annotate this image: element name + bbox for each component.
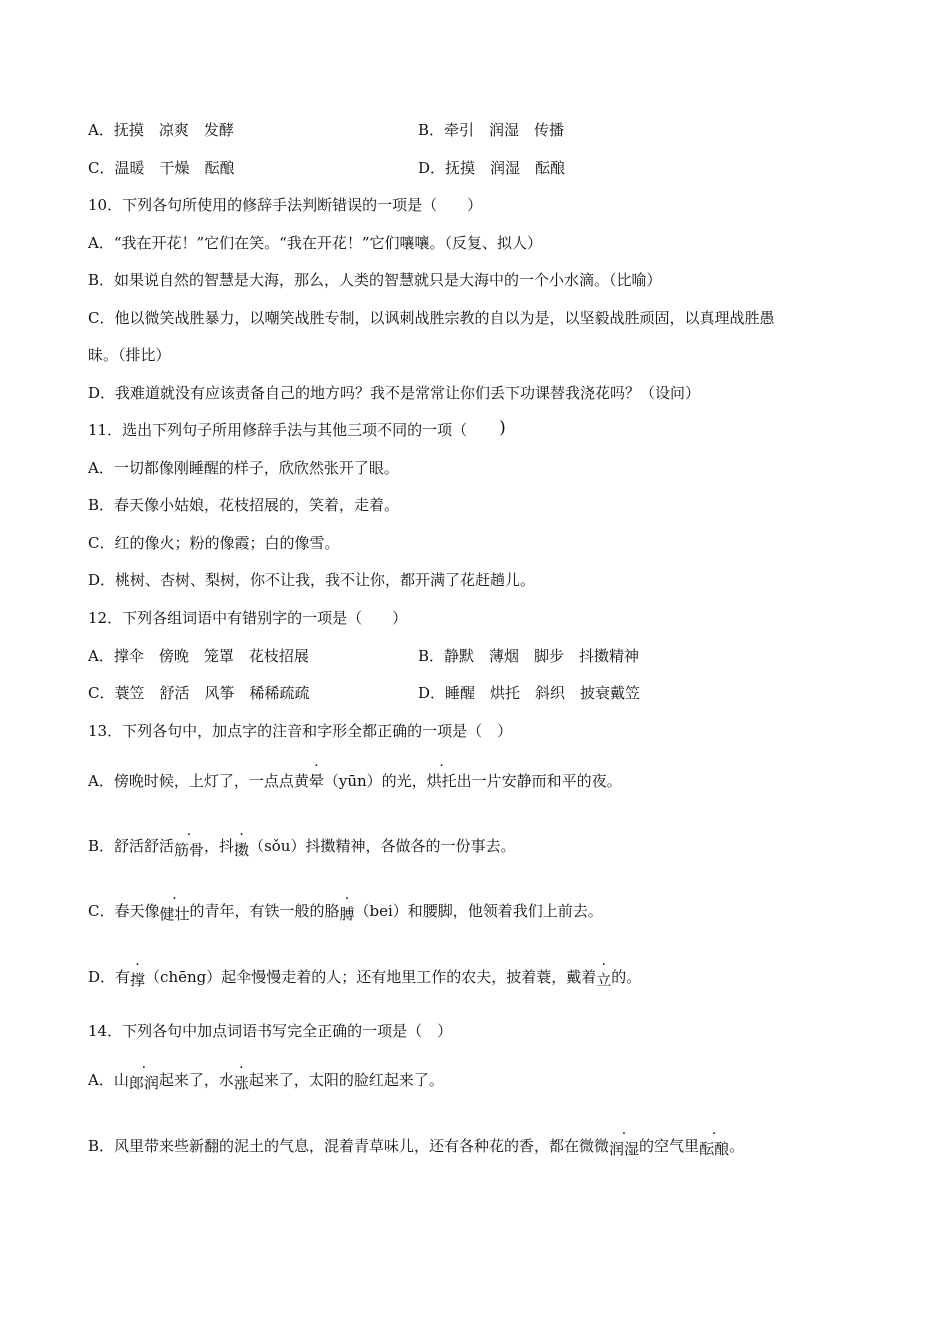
q14-a-text-3: 起来了，太阳的脸红起来了。 xyxy=(248,1071,444,1089)
q14-b-dotted-1: 润湿 xyxy=(609,1140,640,1158)
q13-a-dotted-2: 烘托 xyxy=(426,772,457,790)
q13-a-text-2: （yūn）的光， xyxy=(323,772,427,790)
q12-option-d: D．睡醒 烘托 斜织 披衰戴笠 xyxy=(418,684,641,702)
q11-stem-text: 11．选出下列句子所用修辞手法与其他三项不同的一项（ xyxy=(88,421,498,439)
q13-d-dotted-2: 立 xyxy=(596,971,612,989)
q13-c-text-2: 的青年，有铁一般的胳 xyxy=(189,902,340,920)
q14-option-b xyxy=(88,1136,744,1156)
q14-b-text-1: B．风里带来些新翻的泥土的气息，混着青草味儿，还有各种花的香，都在微微 xyxy=(88,1137,610,1155)
q13-option-a xyxy=(88,771,622,791)
q10-option-a: A．“我在开花！”它们在笑。“我在开花！”它们嚷嚷。（反复、拟人） xyxy=(88,234,543,252)
q13-d-dotted-1: 撑 xyxy=(130,971,146,989)
q13-b-text-1: B．舒活舒活 xyxy=(88,837,175,855)
q13-d-text-3: 的。 xyxy=(611,968,642,986)
q11-option-c: C．红的像火；粉的像霞；白的像雪。 xyxy=(88,534,340,552)
q11-option-a: A．一切都像刚睡醒的样子，欣欣然张开了眼。 xyxy=(88,459,399,477)
q10-stem: 10．下列各句所使用的修辞手法判断错误的一项是（ ） xyxy=(88,196,483,214)
q13-c-dotted-2: 膊 xyxy=(339,905,355,923)
q10-option-b: B．如果说自然的智慧是大海，那么，人类的智慧就只是大海中的一个小水滴。（比喻） xyxy=(88,271,662,289)
q11-stem-close: ) xyxy=(499,418,506,438)
q14-a-text-1: A．山 xyxy=(88,1071,129,1089)
q13-option-c xyxy=(88,901,603,921)
q9-option-b: B．牵引 润湿 传播 xyxy=(418,121,565,139)
q13-option-d xyxy=(88,967,641,987)
q13-b-dotted-1: 筋骨 xyxy=(174,841,205,859)
q13-option-b xyxy=(88,836,516,859)
q13-b-text-3: （sǒu）抖擞精神，各做各的一份事去。 xyxy=(249,837,516,855)
q13-c-text-3: （bei）和腰脚，他领着我们上前去。 xyxy=(354,902,603,920)
q12-option-b: B．静默 薄烟 脚步 抖擞精神 xyxy=(418,647,640,665)
q9-option-a: A．抚摸 凉爽 发酵 xyxy=(88,121,234,139)
q11-option-b: B．春天像小姑娘，花枝招展的，笑着，走着。 xyxy=(88,496,400,514)
q9-option-c: C．温暖 干燥 酝酿 xyxy=(88,159,235,177)
q13-c-dotted-1: 健壮 xyxy=(159,905,190,923)
q14-a-dotted-1: 郎润 xyxy=(128,1074,159,1092)
q14-a-dotted-2: 涨 xyxy=(233,1074,249,1092)
q14-a-text-2: 起来了，水 xyxy=(158,1071,234,1089)
q12-stem: 12．下列各组词语中有错别字的一项是（ ） xyxy=(88,609,408,627)
q10-option-d: D．我难道就没有应该责备自己的地方吗？我不是常常让你们丢下功课替我浇花吗？（设问） xyxy=(88,384,701,402)
q13-a-dotted-1: 晕 xyxy=(308,772,324,790)
q10-option-c-line2: 昧。（排比） xyxy=(88,346,171,364)
q13-a-text-1: A．傍晚时候，上灯了，一点点黄 xyxy=(88,772,309,790)
q9-option-d: D．抚摸 润湿 酝酿 xyxy=(418,159,566,177)
q13-d-text-2: （chēng）起伞慢慢走着的人；还有地里工作的农夫，披着蓑，戴着 xyxy=(145,968,597,986)
q13-d-text-1: D．有 xyxy=(88,968,131,986)
q11-stem xyxy=(88,420,506,440)
q12-option-c: C．蓑笠 舒活 风筝 稀稀疏疏 xyxy=(88,684,310,702)
q14-b-text-3: 。 xyxy=(729,1137,745,1155)
q14-b-text-2: 的空气里 xyxy=(639,1137,700,1155)
q13-stem: 13．下列各句中，加点字的注音和字形全都正确的一项是（ ） xyxy=(88,722,513,740)
q14-option-a xyxy=(88,1070,444,1090)
q14-b-dotted-2: 酝酿 xyxy=(699,1140,730,1158)
q13-a-text-3: 出一片安静而和平的夜。 xyxy=(456,772,622,790)
q13-b-text-2: ，抖 xyxy=(204,837,235,855)
q12-option-a: A．撑伞 傍晚 笼罩 花枝招展 xyxy=(88,647,309,665)
q13-c-text-1: C．春天像 xyxy=(88,902,160,920)
q13-b-dotted-2: 擞 xyxy=(234,841,250,859)
q11-option-d: D．桃树、杏树、梨树，你不让我，我不让你，都开满了花赶趟儿。 xyxy=(88,571,536,589)
q14-stem: 14．下列各句中加点词语书写完全正确的一项是（ ） xyxy=(88,1022,453,1040)
q10-option-c-line1: C．他以微笑战胜暴力，以嘲笑战胜专制，以讽刺战胜宗教的自以为是，以坚毅战胜顽固，以真理战胜愚 xyxy=(88,309,775,327)
